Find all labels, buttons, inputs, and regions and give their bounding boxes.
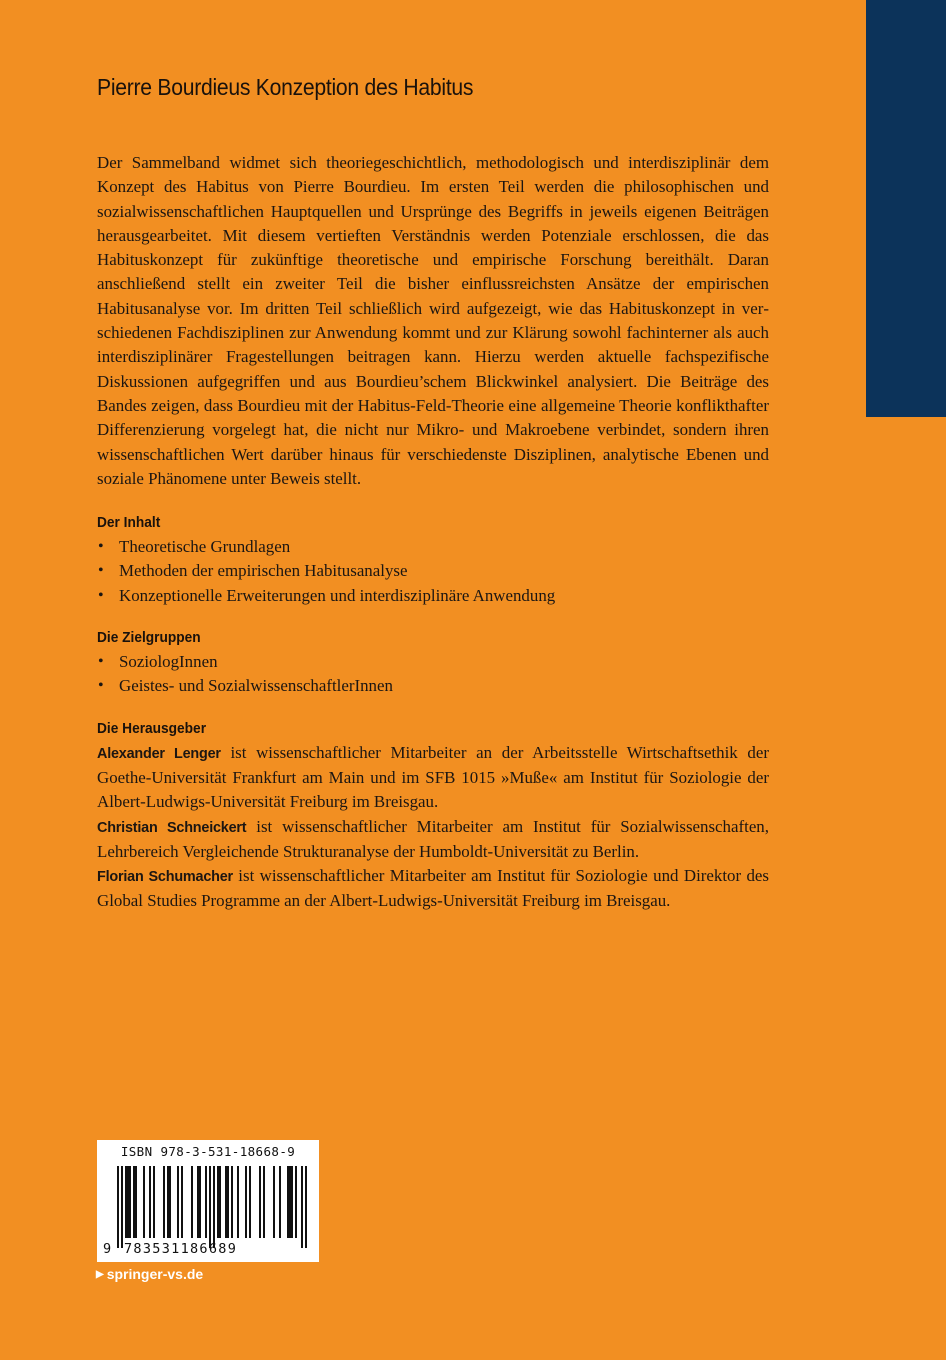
barcode-bar xyxy=(263,1166,265,1238)
barcode-bar xyxy=(237,1166,239,1238)
editor-bio: ist wissenschaftlicher Mitarbeiter an der Arbeitsstelle Wirtschaftsethik der Goethe-Universität Frankfurt am Main und im SFB 1015 »Muße« am Institut für Soziologie der Albert-Ludwigs-Universität Freiburg im Breisgau. xyxy=(97,742,769,812)
barcode-bar xyxy=(153,1166,155,1238)
barcode-bar xyxy=(135,1166,137,1238)
isbn-barcode xyxy=(97,1140,319,1262)
list-item: • Konzeptionelle Erweiterungen und interdisziplinäre Anwendung xyxy=(97,584,769,608)
barcode-bar xyxy=(191,1166,193,1238)
barcode-bar xyxy=(169,1166,171,1238)
barcode-bar xyxy=(249,1166,251,1238)
barcode-bar xyxy=(129,1166,131,1238)
barcode-bar xyxy=(227,1166,229,1238)
isbn-label: ISBN 978-3-531-18668-9 xyxy=(120,1144,296,1159)
barcode-bar xyxy=(295,1166,297,1238)
bullet-icon: • xyxy=(98,653,104,671)
editor-name: Christian Schneickert xyxy=(97,819,247,836)
editor-entry xyxy=(97,864,769,914)
barcode-bar xyxy=(219,1166,221,1238)
zielgruppen-list xyxy=(97,650,769,699)
editor-name: Florian Schumacher xyxy=(97,869,233,886)
description-paragraph: Der Sammelband widmet sich theoriegeschichtlich, methodologisch und interdisziplinär dem Konzept des Habitus von Pierre Bourdieu. Im ersten Teil werden die philosophischen und sozialwissenschaftlichen Hauptquellen und Ursprünge des Begriffs in jeweils eigenen Beiträgen herausgearbeitet. Mit diesem vertieften Verständnis werden Potenziale erschlossen, die das Habituskonzept für zukünftige theoretische und empirische Forschung bereithält. Daran anschließend stellt ein zweiter Teil die bisher einflussreichsten Ansätze der empirischen Habitusanalyse vor. Im dritten Teil schließlich wird aufgezeigt, wie das Habituskonzept in verschiedenen Fachdisziplinen zur Anwendung kommt und zur Klärung sowohl fachinterner als auch interdisziplinärer Fragestellungen beitragen kann. Hierzu werden aktuelle fachspezifische Diskussionen aufgegriffen und aus Bourdieu’schem Blickwinkel analysiert. Die Beiträge des Bandes zeigen, dass Bourdieu mit der Habitus-Feld-Theorie eine allgemeine Theorie konflikthafter Differenzierung vorgelegt hat, die nicht nur Mikro- und Makroebene verbindet, sondern ihren wissenschaftlichen Wert darüber hinaus für verschiedenste Disziplinen, analytische Ebenen und soziale Phänomene unter Beweis stellt. xyxy=(97,153,769,488)
barcode-bar xyxy=(259,1166,261,1238)
barcode-bar xyxy=(289,1166,291,1238)
list-item: • Geistes- und SozialwissenschaftlerInnen xyxy=(97,674,769,698)
ean-first-digit: 9 xyxy=(103,1241,112,1257)
bullet-icon: • xyxy=(98,562,104,580)
editor-bio: ist wissenschaftlicher Mitarbeiter am Institut für Sozialwissenschaften, Lehrbereich Vergleichende Strukturanalyse der Humboldt-Universität zu Berlin. xyxy=(97,816,769,861)
barcode-bar xyxy=(149,1166,151,1238)
barcode-bar xyxy=(197,1166,199,1238)
editor-entry xyxy=(97,741,769,815)
bullet-icon: • xyxy=(98,538,104,556)
barcode-bar xyxy=(291,1166,293,1238)
barcode-bar xyxy=(121,1166,123,1248)
editor-bio: ist wissenschaftlicher Mitarbeiter am Institut für Soziologie und Direktor des Global Studies Programme an der Albert-Ludwigs-Universität Freiburg im Breisgau. xyxy=(97,866,769,911)
barcode-bar xyxy=(181,1166,183,1238)
barcode-bar xyxy=(279,1166,281,1238)
website-label: springer-vs.de xyxy=(106,1266,204,1282)
inhalt-heading: Der Inhalt xyxy=(97,515,161,532)
inhalt-list xyxy=(97,535,769,608)
barcode-bar xyxy=(305,1166,307,1248)
barcode-bars xyxy=(117,1166,307,1248)
editor-name: Alexander Lenger xyxy=(97,745,221,762)
barcode-bar xyxy=(143,1166,145,1238)
barcode-bar xyxy=(133,1166,135,1238)
barcode-bar xyxy=(205,1166,207,1238)
section-herausgeber xyxy=(97,717,769,914)
herausgeber-heading: Die Herausgeber xyxy=(97,720,207,737)
ean-digits: 783531186689 xyxy=(124,1241,238,1257)
barcode-bar xyxy=(301,1166,303,1248)
section-inhalt xyxy=(97,511,769,608)
list-item: • Theoretische Grundlagen xyxy=(97,535,769,559)
barcode-bar xyxy=(167,1166,169,1238)
bullet-icon: • xyxy=(98,677,104,695)
barcode-bar xyxy=(245,1166,247,1238)
barcode-bar xyxy=(287,1166,289,1238)
barcode-bar xyxy=(225,1166,227,1238)
barcode-bar xyxy=(117,1166,119,1248)
list-item: • SoziologInnen xyxy=(97,650,769,674)
barcode-bar xyxy=(177,1166,179,1238)
barcode-bar xyxy=(209,1166,211,1248)
barcode-bar xyxy=(217,1166,219,1238)
editor-entry xyxy=(97,815,769,865)
back-cover-content xyxy=(97,151,769,914)
barcode-bar xyxy=(199,1166,201,1238)
publisher-website[interactable] xyxy=(96,1266,203,1282)
barcode-bar xyxy=(213,1166,215,1248)
bullet-icon: • xyxy=(98,586,104,604)
zielgruppen-heading: Die Zielgruppen xyxy=(97,630,201,647)
barcode-bar xyxy=(231,1166,233,1238)
barcode-bar xyxy=(125,1166,127,1238)
barcode-bar xyxy=(273,1166,275,1238)
section-zielgruppen xyxy=(97,626,769,699)
list-item: • Methoden der empirischen Habitusanalyse xyxy=(97,559,769,583)
side-color-band xyxy=(866,0,946,417)
barcode-bar xyxy=(127,1166,129,1238)
arrow-right-icon: ▶ xyxy=(96,1268,104,1280)
barcode-bar xyxy=(163,1166,165,1238)
book-title: Pierre Bourdieus Konzeption des Habitus xyxy=(97,74,474,100)
